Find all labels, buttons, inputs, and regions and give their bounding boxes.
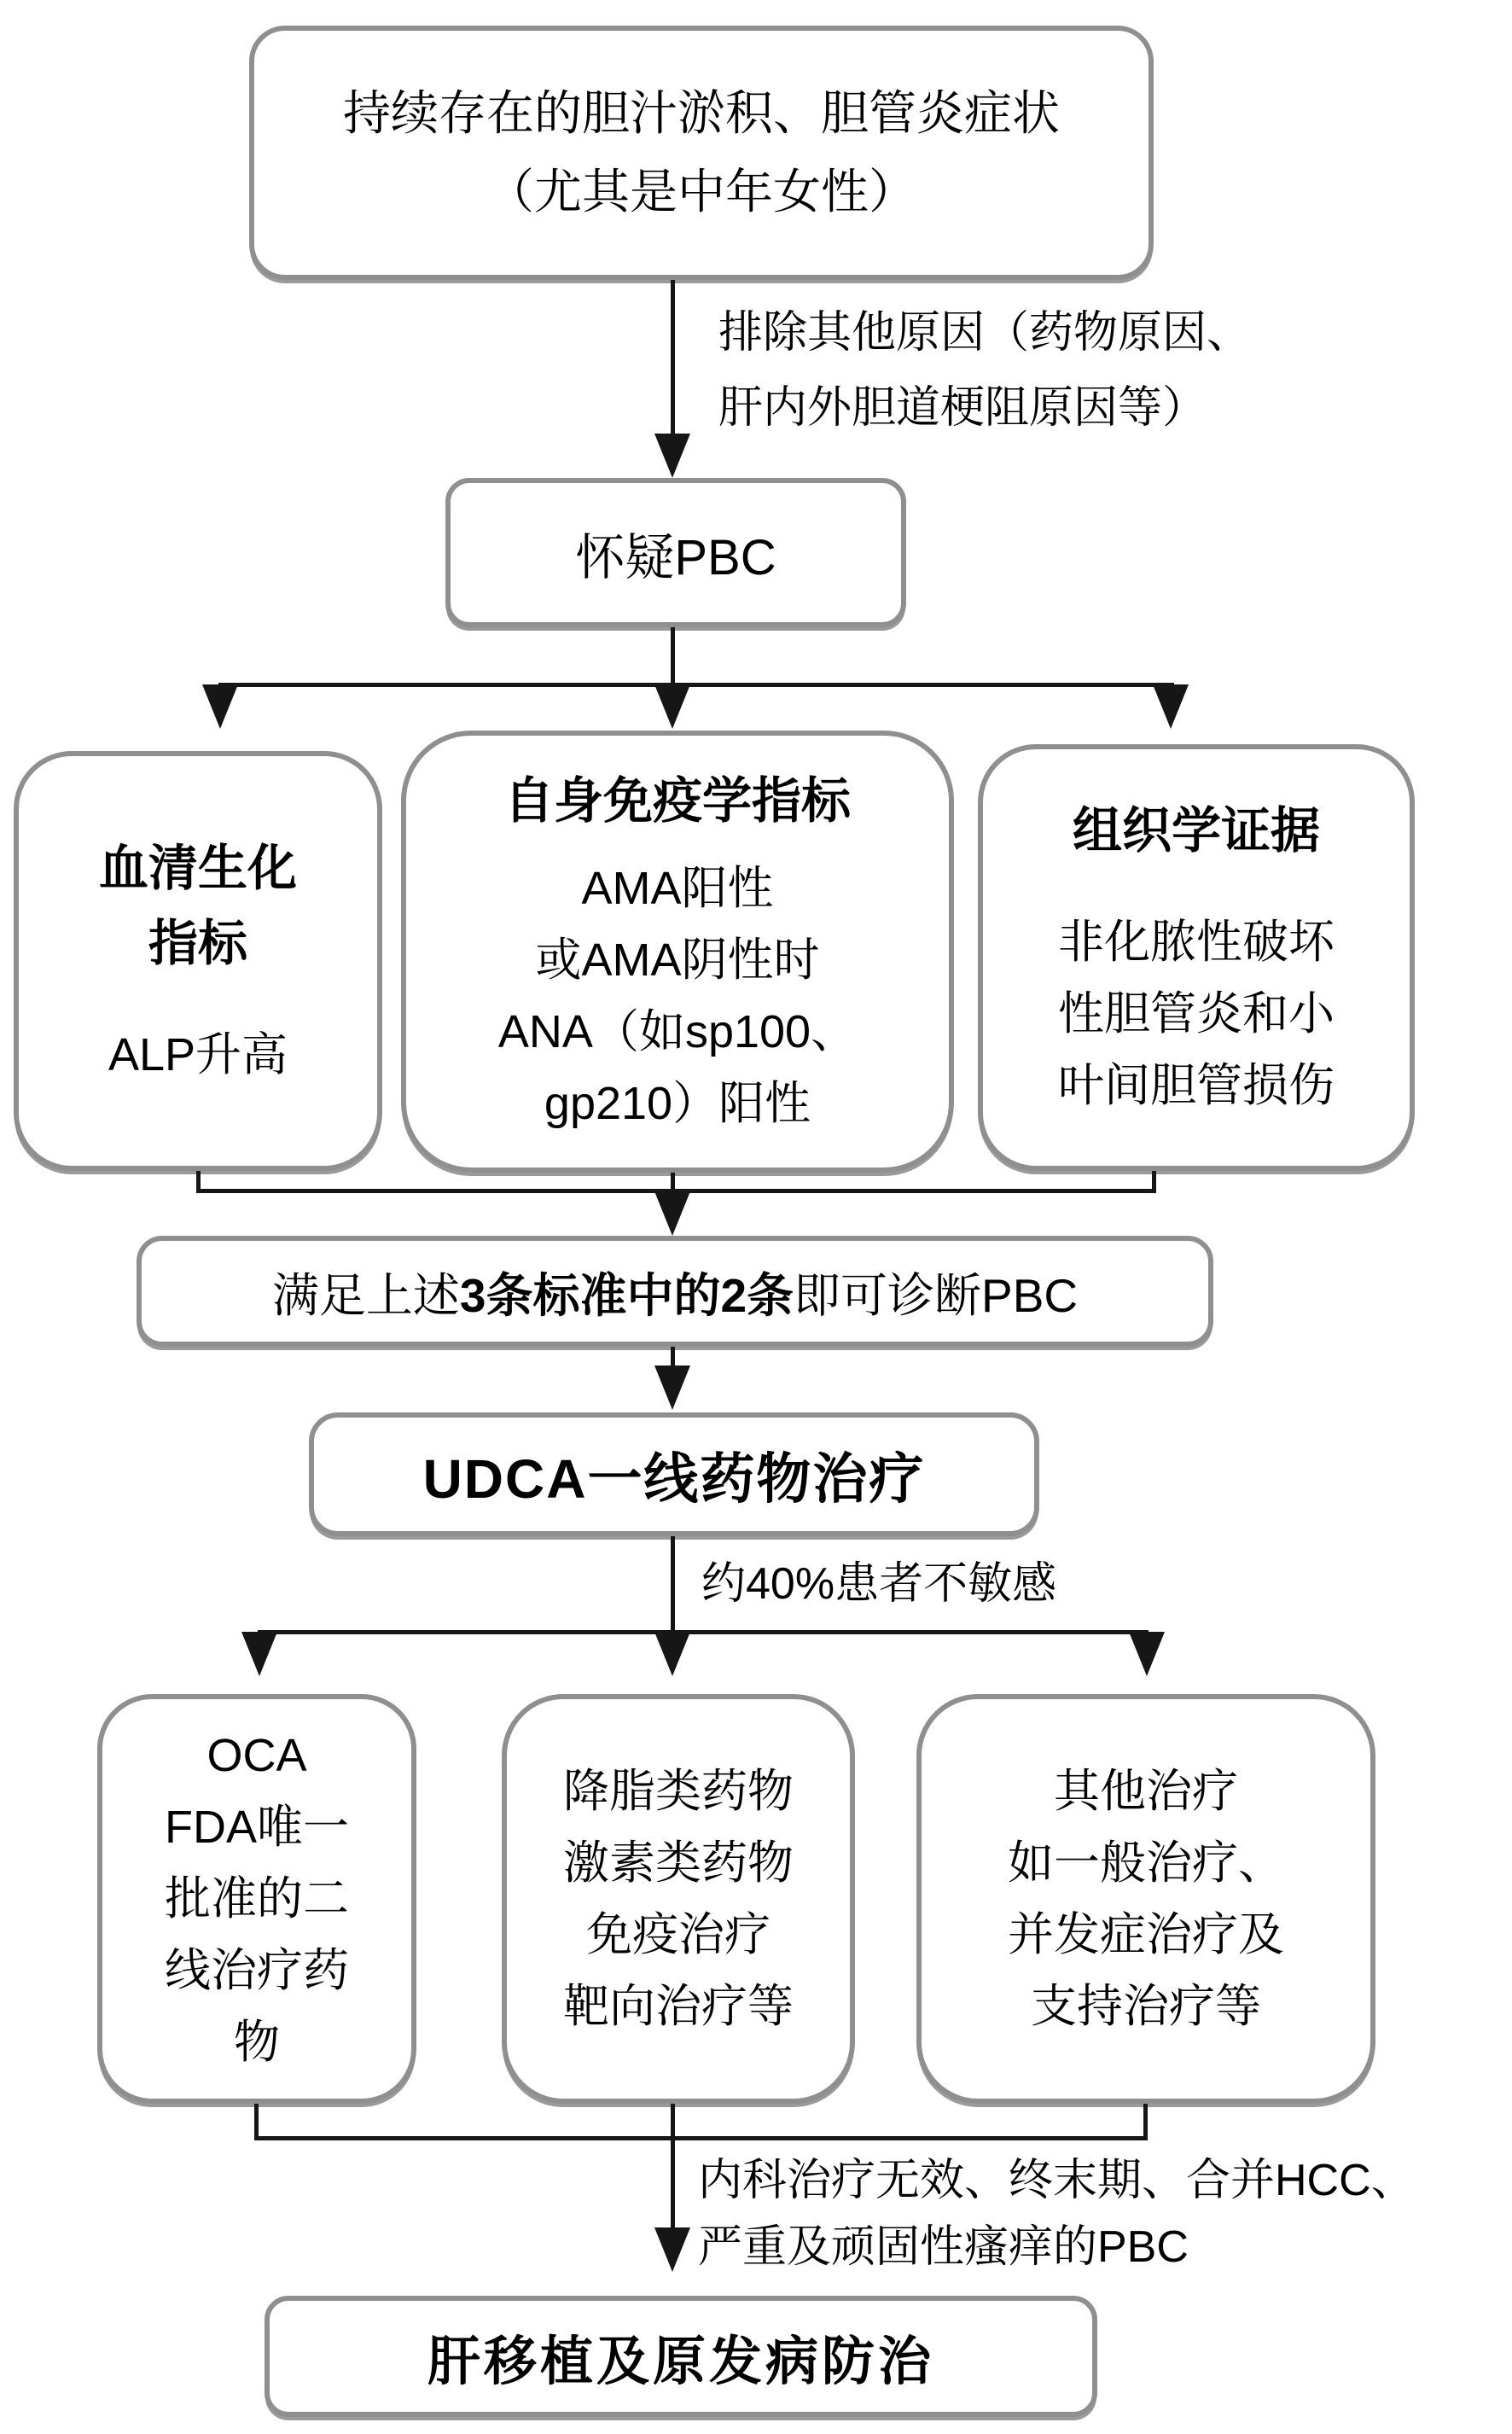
node-udca-label: UDCA一线药物治疗 xyxy=(422,1447,926,1510)
node-other-drugs-line3: 免疫治疗 xyxy=(586,1909,771,1960)
edge-label-criteria-line2: 严重及顽固性瘙痒的PBC xyxy=(698,2222,1189,2272)
node-other-treatment xyxy=(916,1694,1375,2104)
node-immune-title: 自身免疫学指标 xyxy=(503,773,851,829)
split-line-secondline xyxy=(258,1630,1149,1634)
connector-othertx-converge xyxy=(1143,2104,1148,2140)
edge-label-transplant-criteria xyxy=(698,2147,1416,2280)
edge-label-insensitive xyxy=(701,1546,1056,1622)
edge-label-exclude-line1: 排除其他原因（药物原因、 xyxy=(718,308,1252,358)
node-serum-title-line1: 血清生化 xyxy=(98,841,297,896)
arrowhead-down-icon xyxy=(1153,684,1189,729)
node-liver-transplant-label: 肝移植及原发病防治 xyxy=(427,2332,934,2391)
node-oca-line2: FDA唯一 xyxy=(165,1802,349,1853)
node-histology-title: 组织学证据 xyxy=(1072,803,1320,859)
arrowhead-down-icon xyxy=(1129,1632,1165,1676)
node-oca-line5: 物 xyxy=(234,2017,280,2068)
edge-label-insensitive-text: 约40%患者不敏感 xyxy=(701,1559,1057,1609)
node-autoimmune-markers xyxy=(401,731,954,1173)
edge-label-criteria-line1: 内科治疗无效、终末期、合并HCC、 xyxy=(698,2156,1416,2205)
node-immune-body-line3: ANA（如sp100、 xyxy=(497,1006,858,1057)
node-liver-transplant xyxy=(265,2296,1097,2417)
converge-line-treatment xyxy=(254,2136,1148,2140)
arrowhead-down-icon xyxy=(654,684,690,729)
node-suspect-pbc-label: 怀疑PBC xyxy=(575,529,776,585)
edge-label-exclude xyxy=(718,295,1251,445)
node-histology-body-line1: 非化脓性破坏 xyxy=(1058,917,1335,968)
connector-udca-split xyxy=(671,1536,675,1633)
arrowhead-down-icon xyxy=(654,1632,690,1676)
node-udca-first-line xyxy=(309,1412,1039,1536)
node-other-drugs-line2: 激素类药物 xyxy=(563,1837,794,1889)
arrowhead-down-icon xyxy=(654,1365,690,1410)
node-immune-body-line4: gp210）阳性 xyxy=(544,1078,811,1129)
node-histology-body xyxy=(1058,906,1335,1121)
node-other-treatment-body xyxy=(1008,1756,1284,2042)
node-histology-body-line2: 性胆管炎和小 xyxy=(1058,988,1335,1039)
connector-symptoms-suspect xyxy=(671,280,675,435)
node-oca-line4: 线治疗药 xyxy=(165,1945,349,1996)
node-oca-line1: OCA xyxy=(206,1730,307,1781)
node-oca-line3: 批准的二 xyxy=(165,1873,349,1924)
node-symptoms xyxy=(249,26,1154,280)
node-oca xyxy=(97,1694,416,2104)
diagnosis-prefix: 满足上述 xyxy=(271,1268,460,1322)
connector-drugs-converge xyxy=(671,2104,675,2229)
arrowhead-down-icon xyxy=(654,1191,690,1236)
node-diagnosis-rule xyxy=(137,1236,1213,1347)
arrowhead-down-icon xyxy=(654,2227,690,2272)
node-immune-body-line1: AMA阳性 xyxy=(581,863,774,914)
split-line-criteria xyxy=(218,683,1174,687)
node-other-treatment-line4: 支持治疗等 xyxy=(1031,1981,1261,2032)
arrowhead-down-icon xyxy=(202,684,238,729)
node-symptoms-line1: 持续存在的胆汁淤积、胆管炎症状 xyxy=(343,86,1060,140)
connector-suspect-split xyxy=(671,627,675,687)
node-other-treatment-line3: 并发症治疗及 xyxy=(1008,1909,1284,1960)
node-diagnosis-text xyxy=(272,1258,1078,1325)
diagnosis-suffix: 即可诊断PBC xyxy=(794,1268,1079,1322)
node-serum-title-line2: 指标 xyxy=(148,916,247,971)
node-immune-body xyxy=(498,853,857,1139)
arrowhead-down-icon xyxy=(654,434,690,478)
node-serum-body: ALP升高 xyxy=(108,1029,288,1080)
node-other-drugs-line4: 靶向治疗等 xyxy=(563,1981,794,2032)
node-oca-body xyxy=(165,1720,349,2078)
diagnosis-bold: 3条标准中的2条 xyxy=(459,1268,794,1322)
node-histology-body-line3: 叶间胆管损伤 xyxy=(1058,1060,1335,1111)
node-other-drugs-body xyxy=(563,1756,794,2042)
node-other-treatment-line1: 其他治疗 xyxy=(1054,1766,1238,1817)
node-immune-body-line2: 或AMA阴性时 xyxy=(535,935,820,986)
connector-oca-converge xyxy=(254,2104,259,2140)
node-symptoms-line2: （尤其是中年女性） xyxy=(486,165,916,218)
node-other-drugs-line1: 降脂类药物 xyxy=(563,1766,794,1817)
node-serum-biochemistry xyxy=(14,751,382,1171)
node-histology-evidence xyxy=(978,744,1415,1171)
node-other-treatment-line2: 如一般治疗、 xyxy=(1008,1837,1284,1889)
node-suspect-pbc xyxy=(445,478,906,627)
node-other-drugs xyxy=(502,1694,855,2104)
arrowhead-down-icon xyxy=(241,1632,277,1676)
edge-label-exclude-line2: 肝内外胆道梗阻原因等） xyxy=(718,383,1207,433)
